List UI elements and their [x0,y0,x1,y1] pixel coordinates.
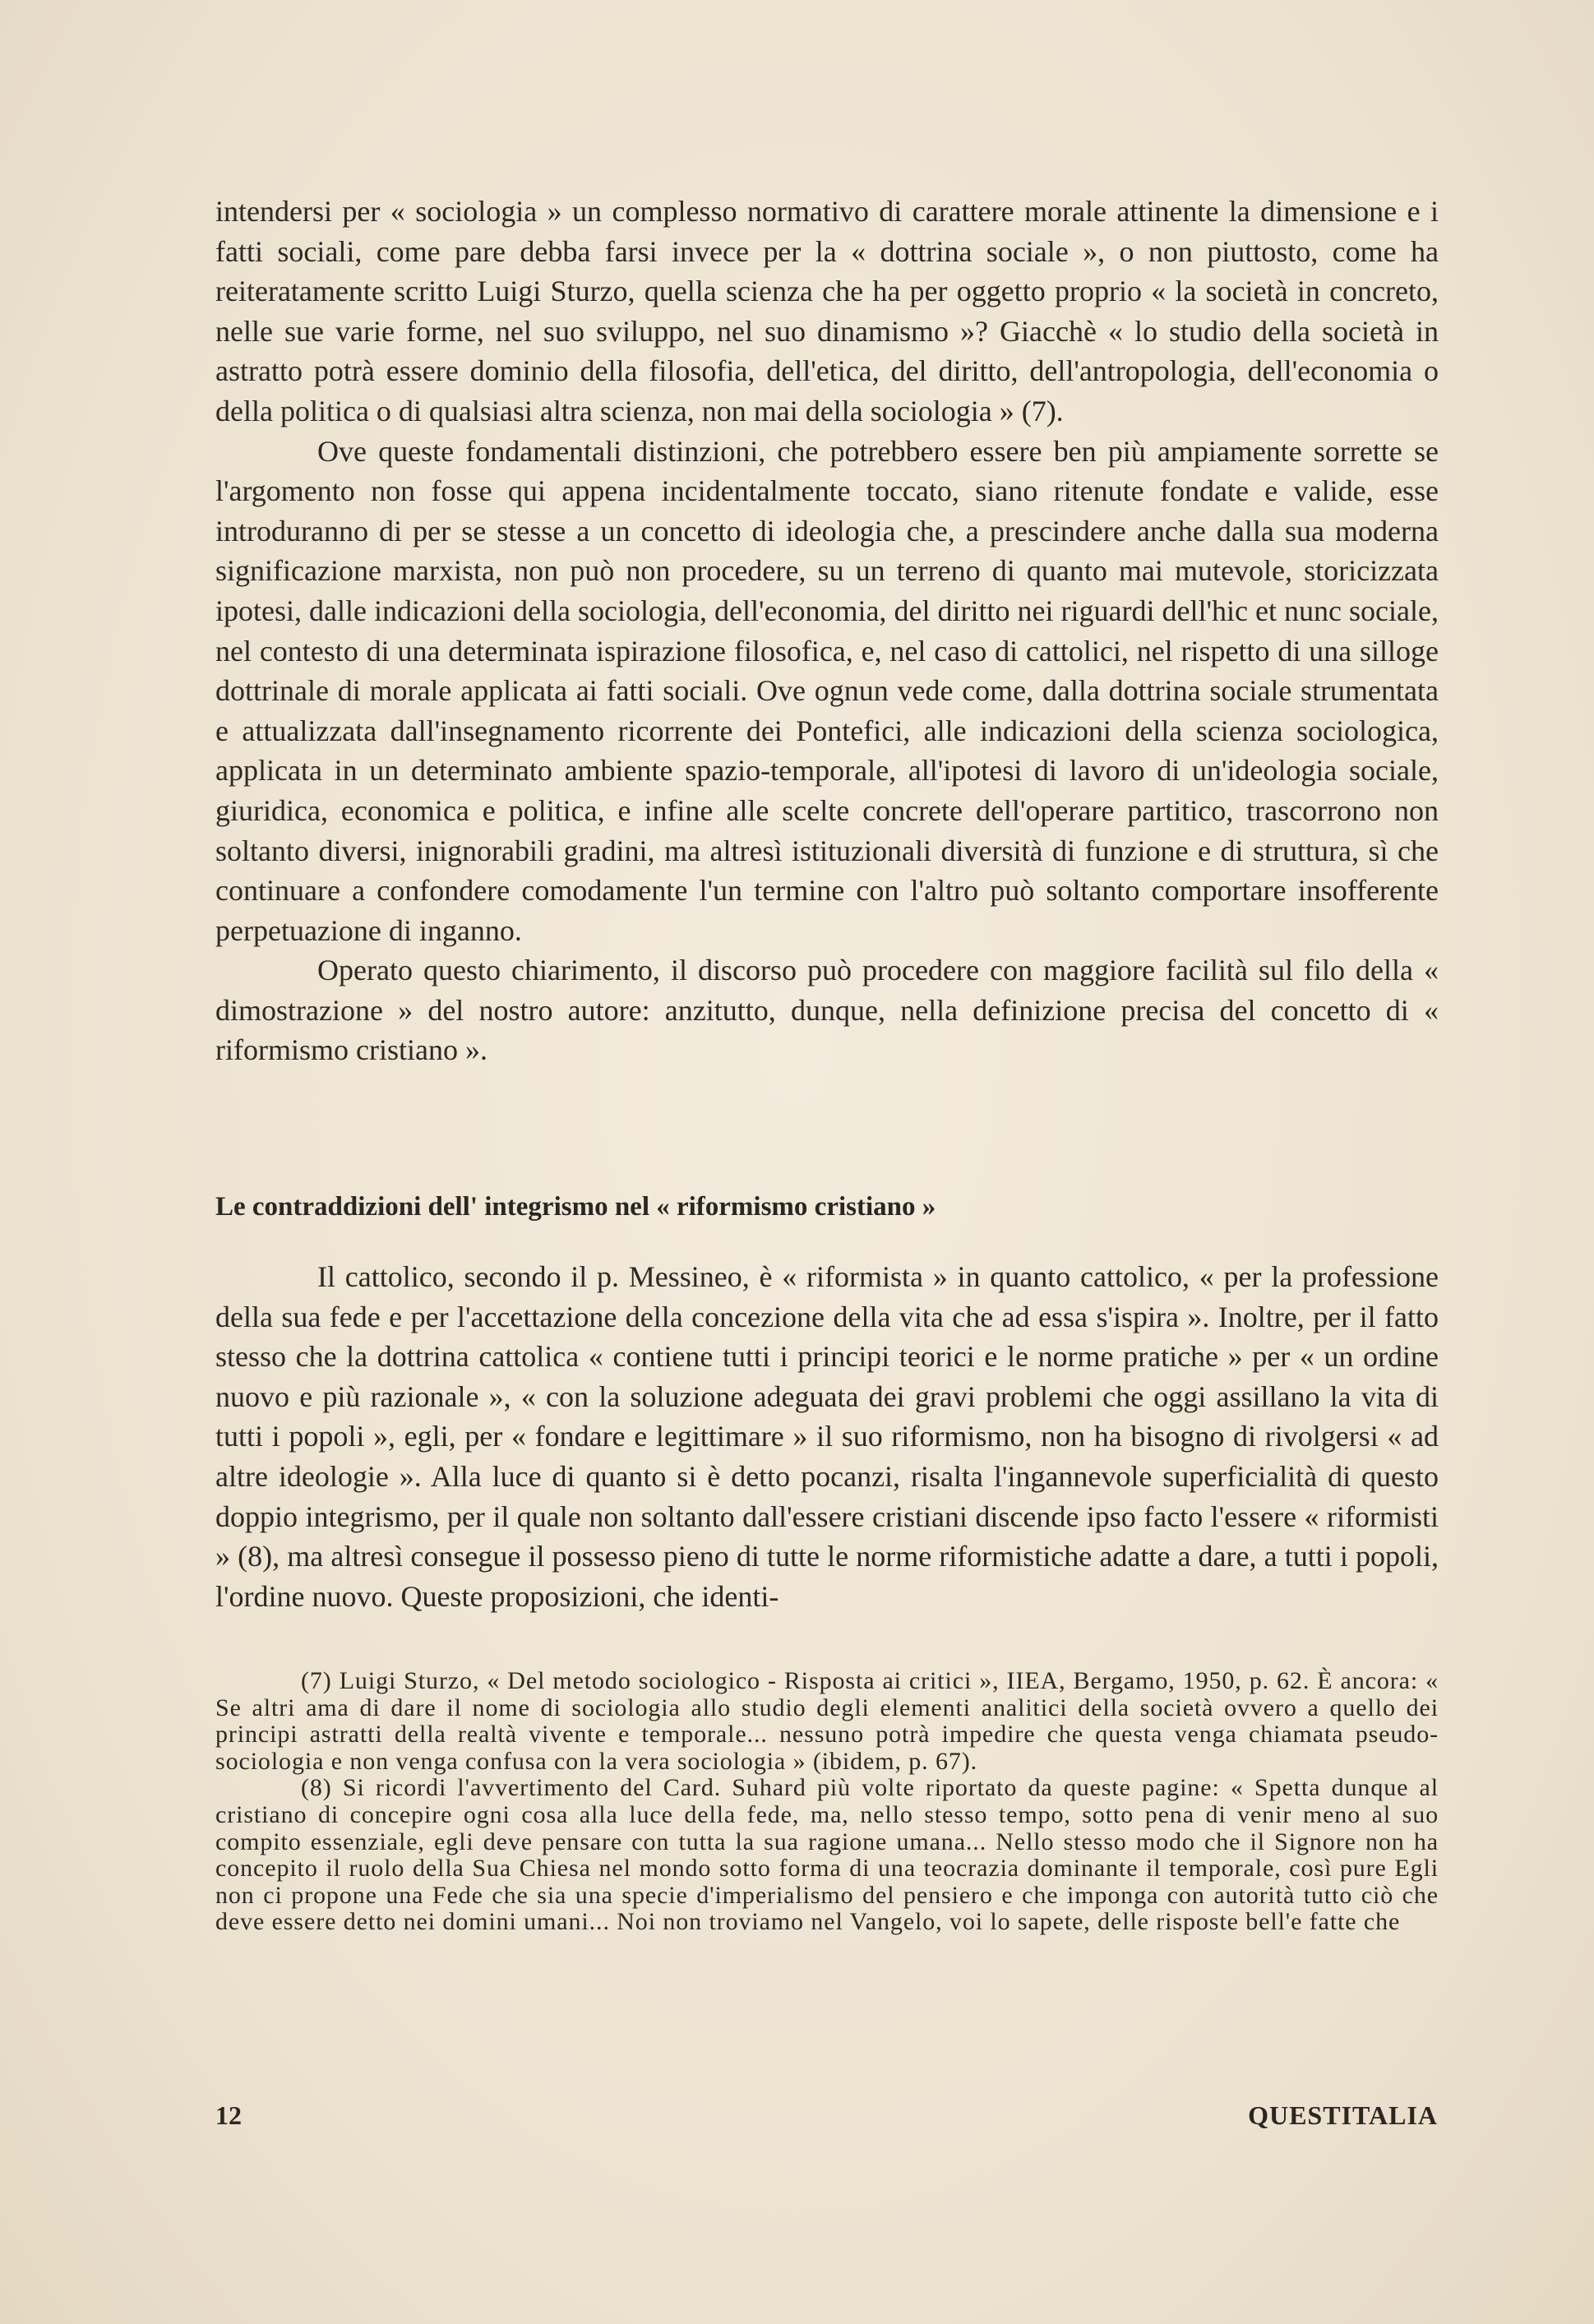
paragraph-ideology: Ove queste fondamentali distinzioni, che potrebbero essere ben più ampiamente sorrette se l'argomento non fosse qui appena incidentalmente toccato, siano ritenute fondate e valide, esse introduranno di per se stesse a un concetto di ideologia che, a prescindere anche dalla sua moderna significazione marxista, non può non procedere, su un terreno di quanto mai mutevole, storicizzata ipotesi, dalle indicazioni della sociologia, dell'economia, del diritto nei riguardi dell'hic et nunc sociale, nel contesto di una determinata ispirazione filosofica, e, nel caso di cattolici, nel rispetto di una silloge dottrinale di morale applicata ai fatti sociali. Ove ognun vede come, dalla dottrina sociale strumentata e attualizzata dall'insegnamento ricorrente dei Pontefici, alle indicazioni della scienza sociologica, applicata in un determinato ambiente spazio-temporale, all'ipotesi di lavoro di un'ideologia sociale, giuridica, economica e politica, e infine alle scelte concrete dell'operare partitico, trascorrono non soltanto diversi, inignorabili gradini, ma altresì istituzionali diversità di funzione e di struttura, sì che continuare a confondere comodamente l'un termine con l'altro può soltanto comportare insofferente perpetuazione di inganno. [215,434,1439,947]
publication-title: QUESTITALIA [1248,2100,1438,2130]
body-text-section [215,1257,1439,1616]
footnote-7: (7) Luigi Sturzo, « Del metodo sociologico - Risposta ai critici », IIEA, Bergamo, 1950, p. 62. È ancora: « Se altri ama di dare il nome di sociologia allo studio degli elementi analitici della società ovvero a quello dei principi astratti della realtà vivente e temporale... nessuno potrà impedire che questa venga chiamata pseudo-sociologia e non venga confusa con la vera sociologia » (ibidem, p. 67). [215,1667,1439,1775]
body-text-top [215,192,1439,1070]
paragraph-continuation: intendersi per « sociologia » un complesso normativo di carattere morale attinente la dimensione e i fatti sociali, come pare debba farsi invece per la « dottrina sociale », o non piuttosto, come ha reiteratamente scritto Luigi Sturzo, quella scienza che ha per oggetto proprio « la società in concreto, nelle sue varie forme, nel suo sviluppo, nel suo dinamismo »? Giacchè « lo studio della società in astratto potrà essere dominio della filosofia, dell'etica, del diritto, dell'antropologia, dell'economia o della politica o di qualsiasi altra scienza, non mai della sociologia » (7). [215,195,1439,427]
paragraph-clarification: Operato questo chiarimento, il discorso può procedere con maggiore facilità sul filo della « dimostrazione » del nostro autore: anzitutto, dunque, nella definizione precisa del concetto di « riformismo cristiano ». [215,954,1439,1067]
footnote-8: (8) Si ricordi l'avvertimento del Card. Suhard più volte riportato da queste pagine: « Spetta dunque al cristiano di concepire ogni cosa alla luce della fede, ma, nello stesso tempo, sotto pena di venir meno al suo compito essenziale, egli deve pensare con tutta la sua ragione umana... Nello stesso modo che il Signore non ha concepito il ruolo della Sua Chiesa nel mondo sotto forma di una teocrazia dominante il temporale, così pure Egli non ci propone una Fede che sia una specie d'imperialismo del pensiero e che imponga con autorità tutto ciò che deve essere detto nei domini umani... Noi non troviamo nel Vangelo, voi lo sapete, delle risposte bell'e fatte che [215,1774,1439,1936]
paragraph-catholic-reformist: Il cattolico, secondo il p. Messineo, è « riformista » in quanto cattolico, « per la professione della sua fede e per l'accettazione della concezione della vita che ad essa s'ispira ». Inoltre, per il fatto stesso che la dottrina cattolica « contiene tutti i principi teorici e le norme pratiche » per « un ordine nuovo e più razionale », « con la soluzione adeguata dei gravi problemi che oggi assillano la vita di tutti i popoli », egli, per « fondare e legittimare » il suo riformismo, non ha bisogno di rivolgersi « ad altre ideologie ». Alla luce di quanto si è detto pocanzi, risalta l'ingannevole superficialità di questo doppio integrismo, per il quale non soltanto dall'essere cristiani discende ipso facto l'essere « riformisti » (8), ma altresì consegue il possesso pieno di tutte le norme riformistiche adatte a dare, a tutti i popoli, l'ordine nuovo. Queste proposizioni, che identi- [215,1260,1439,1613]
section-heading: Le contraddizioni dell' integrismo nel « riformismo cristiano » [215,1192,936,1222]
page-number: 12 [215,2100,242,2130]
footnotes [215,1668,1439,1936]
